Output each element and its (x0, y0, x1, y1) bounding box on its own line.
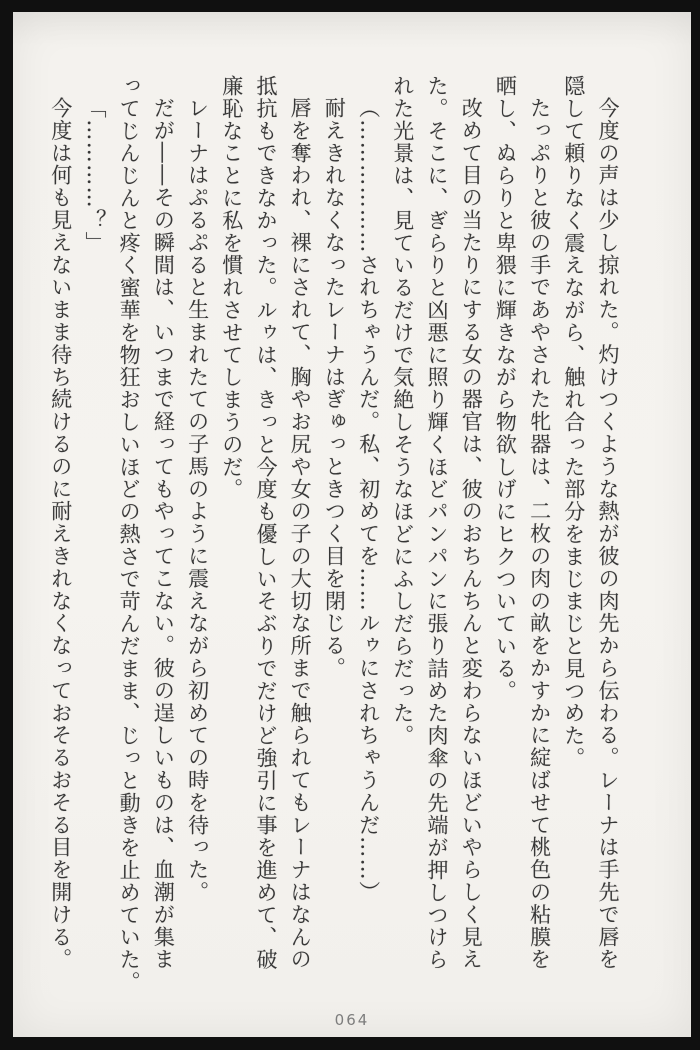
text-column: れた光景は、見ているだけで気絶しそうなほどにふしだらだった。 (390, 75, 415, 747)
text-column: 今度の声は少し掠れた。灼けつくような熱が彼の肉先から伝わる。レーナは手先で唇を (596, 97, 620, 971)
text-column: （………………されちゃうんだ。私、初めてを……ルゥにされちゃうんだ……） (356, 97, 381, 904)
text-column: 「…………？」 (82, 97, 107, 255)
text-column: 廉恥なことに私を慣れさせてしまうのだ。 (219, 75, 244, 501)
text-column: 今度は何も見えないまま待ち続けるのに耐えきれなくなっておそるおそる目を開ける。 (48, 97, 73, 971)
text-column: レーナはぷるぷると生まれたての子馬のように震えながら初めての時を待った。 (185, 97, 210, 904)
text-column: 耐えきれなくなったレーナはぎゅっときつく目を閉じる。 (322, 97, 347, 680)
text-column: 改めて目の当たりにする女の器官は、彼のおちんちんと変わらないほどいやらしく見え (459, 97, 484, 971)
text-column: だが――その瞬間は、いつまで経ってもやってこない。彼の逞しいものは、血潮が集ま (151, 97, 176, 971)
text-area (44, 75, 625, 1013)
text-column: た。そこに、ぎらりと凶悪に照り輝くほどパンパンに張り詰めた肉傘の先端が押しつけら (424, 75, 449, 971)
text-column: 晒し、ぬらりと卑猥に輝きながら物欲しげにヒクついている。 (493, 75, 518, 703)
text-column: たっぷりと彼の手であやされた牝器は、二枚の肉の畝をかすかに綻ばせて桃色の粘膜を (527, 97, 552, 971)
text-column: ってじんじんと疼く蜜華を物狂おしいほどの熱さで苛んだまま、じっと動きを止めていた。 (117, 75, 142, 994)
book-page (13, 12, 691, 1037)
page-number: 064 (334, 1011, 370, 1029)
text-column: 抵抗もできなかった。ルゥは、きっと今度も優しいそぶりでだけど強引に事を進めて、破 (253, 75, 278, 971)
text-column: 隠して頼りなく震えながら、触れ合った部分をまじまじと見つめた。 (561, 75, 586, 770)
text-column: 唇を奪われ、裸にされて、胸やお尻や女の子の大切な所まで触られてもレーナはなんの (288, 97, 313, 971)
